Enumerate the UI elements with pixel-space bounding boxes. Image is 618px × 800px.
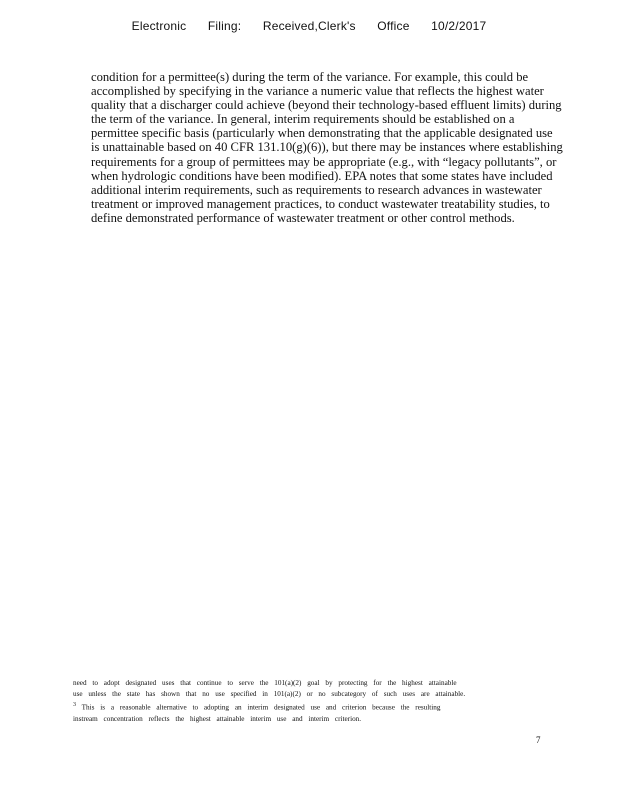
body-line-1: condition for a permittee(s) during the term of the variance. For example, this could be bbox=[91, 70, 529, 84]
header-filing: Filing: bbox=[207, 19, 242, 33]
header-electronic: Electronic bbox=[131, 19, 187, 33]
page-number: 7 bbox=[536, 735, 541, 745]
footnote-line-4: instream concentration reflects the highest attainable interim use and interim criterion. bbox=[73, 715, 362, 723]
body-line-5: permittee specific basis (particularly when demonstrating that the applicable designated use bbox=[91, 126, 553, 141]
body-line-9: additional interim requirements, such as requirements to research advances in wastewater bbox=[91, 182, 542, 197]
footnote-line-3 bbox=[73, 700, 518, 714]
footnote-line-3-text: This is a reasonable alternative to adopting an interim designated use and criterion because the resulting bbox=[81, 703, 441, 712]
header-office: Office bbox=[377, 19, 410, 33]
body-line-10: treatment or improved management practices, to conduct wastewater treatability studies, to bbox=[91, 196, 550, 211]
body-line-8: when hydrologic conditions have been modified). EPA notes that some states have included bbox=[91, 168, 553, 183]
footnote-line-2: use unless the state has shown that no use specified in 101(a)(2) or no subcategory of such uses are attainable. bbox=[73, 690, 466, 699]
footnote-line-1: need to adopt designated uses that continue to serve the 101(a)(2) goal by protecting for the highest attainable bbox=[73, 679, 457, 687]
footnote-marker: 3 bbox=[73, 702, 76, 709]
filing-stamp-header bbox=[0, 19, 618, 33]
footnote-block bbox=[73, 678, 518, 725]
body-paragraph bbox=[91, 70, 601, 225]
header-date: 10/2/2017 bbox=[431, 19, 487, 33]
body-line-3: quality that a discharger could achieve (beyond their technology-based effluent limits) during bbox=[91, 98, 562, 113]
body-line-2: accomplished by specifying in the variance a numeric value that reflects the highest water bbox=[91, 84, 544, 99]
header-received-clerks: Received,Clerk's bbox=[262, 19, 356, 33]
body-line-4: the term of the variance. In general, interim requirements should be established on a bbox=[91, 112, 515, 127]
body-line-7: requirements for a group of permittees may be appropriate (e.g., with “legacy pollutants”, or bbox=[91, 154, 557, 169]
body-line-11: define demonstrated performance of wastewater treatment or other control methods. bbox=[91, 210, 515, 225]
body-line-6: is unattainable based on 40 CFR 131.10(g)(6)), but there may be instances where establishing bbox=[91, 140, 563, 155]
